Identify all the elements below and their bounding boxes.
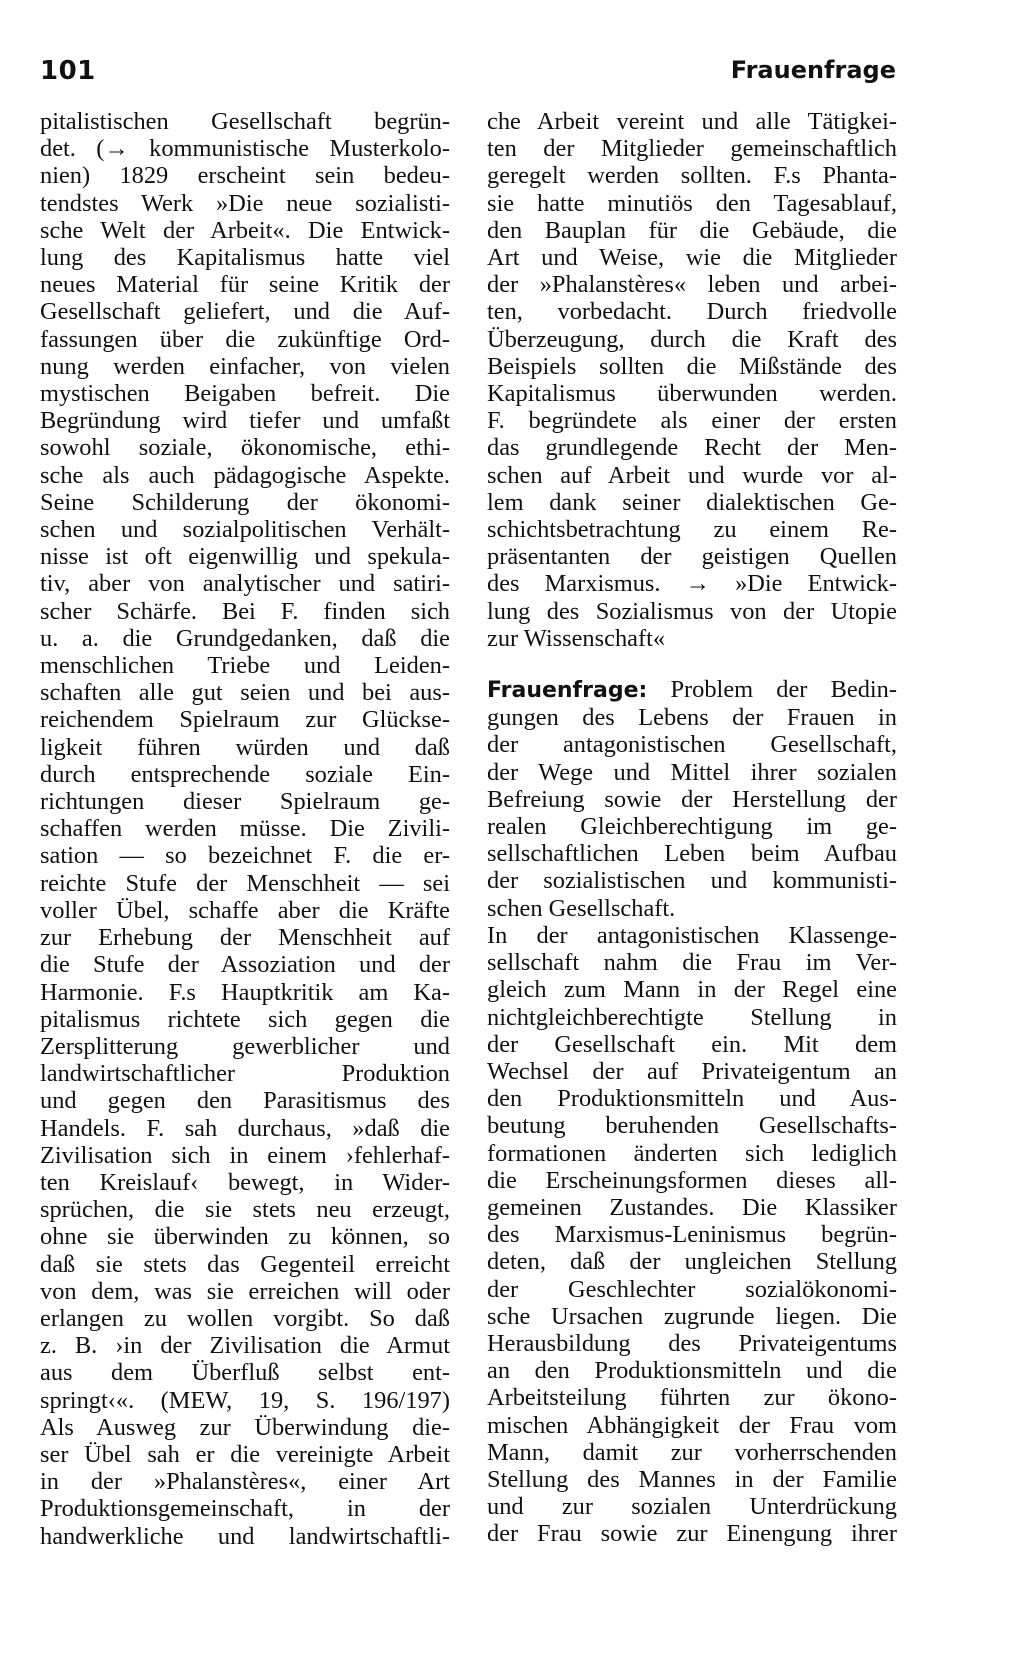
- text-line: scher Schärfe. Bei F. finden sich: [40, 597, 450, 625]
- text-line: Überzeugung, durch die Kraft des: [487, 325, 897, 353]
- text-line: sellschaft nahm die Frau im Ver-: [487, 949, 897, 977]
- text-line: mystischen Beigaben befreit. Die: [40, 380, 450, 408]
- text-line: u. a. die Grundgedanken, daß die: [40, 624, 450, 652]
- text-line: deten, daß der ungleichen Stellung: [487, 1248, 897, 1276]
- text-line: sation — so bezeichnet F. die er-: [40, 842, 450, 870]
- text-line: und zur sozialen Unterdrückung: [487, 1493, 897, 1521]
- text-line: von dem, was sie erreichen will oder: [40, 1277, 450, 1305]
- text-line: der sozialistischen und kommunisti-: [487, 867, 897, 895]
- text-line: der »Phalanstères« leben und arbei-: [487, 271, 897, 299]
- text-line: erlangen zu wollen vorgibt. So daß: [40, 1304, 450, 1332]
- text-line: reichte Stufe der Menschheit — sei: [40, 869, 450, 897]
- text-line: ten Kreislauf‹ bewegt, in Wider-: [40, 1168, 450, 1196]
- text-line: F. begründete als einer der ersten: [487, 407, 897, 435]
- text-line: der Geschlechter sozialökonomi-: [487, 1275, 897, 1303]
- text-line: sche als auch pädagogische Aspekte.: [40, 461, 450, 489]
- frauenfrage-entry: [487, 676, 897, 1548]
- text-line: tendstes Werk »Die neue sozialisti-: [40, 189, 450, 217]
- text-line: das grundlegende Recht der Men-: [487, 434, 897, 462]
- text-line: zur Wissenschaft«: [487, 624, 666, 652]
- text-line: sche Welt der Arbeit«. Die Entwick-: [40, 216, 450, 244]
- text-line: beutung beruhenden Gesellschafts-: [487, 1112, 897, 1140]
- text-line: Arbeitsteilung führten zur ökono-: [487, 1384, 897, 1412]
- text-line: schaften alle gut seien und bei aus-: [40, 679, 450, 707]
- text-line: Befreiung sowie der Herstellung der: [487, 785, 897, 813]
- text-line: che Arbeit vereint und alle Tätigkei-: [487, 108, 897, 135]
- text-line: schen und sozialpolitischen Verhält-: [40, 516, 450, 544]
- fourier-entry-continuation: [487, 108, 897, 652]
- text-line: aus dem Überfluß selbst ent-: [40, 1359, 450, 1387]
- text-line: des Marxismus. → »Die Entwick-: [487, 570, 897, 598]
- text-line: Zivilisation sich in einem ›fehlerhaf-: [40, 1141, 450, 1169]
- text-line: fassungen über die zukünftige Ord-: [40, 325, 450, 353]
- text-line: ten, vorbedacht. Durch friedvolle: [487, 298, 897, 326]
- text-line: Gesellschaft geliefert, und die Auf-: [40, 298, 450, 326]
- text-line: Begründung wird tiefer und umfaßt: [40, 407, 450, 435]
- text-line: z. B. ›in der Zivilisation die Armut: [40, 1332, 450, 1360]
- text-line: der Gesellschaft ein. Mit dem: [487, 1030, 897, 1058]
- text-line: Stellung des Mannes in der Familie: [487, 1465, 897, 1493]
- entry-separator: [487, 652, 897, 676]
- text-line: in der »Phalanstères«, einer Art: [40, 1468, 450, 1496]
- page-number: 101: [40, 56, 96, 86]
- text-line: schichtsbetrachtung zu einem Re-: [487, 516, 897, 544]
- text-line: Herausbildung des Privateigentums: [487, 1329, 897, 1357]
- text-line: Zersplitterung gewerblicher und: [40, 1032, 450, 1060]
- text-line: lung des Sozialismus von der Utopie: [487, 597, 897, 625]
- text-line: ser Übel sah er die vereinigte Arbeit: [40, 1440, 450, 1468]
- text-line: zur Erhebung der Menschheit auf: [40, 924, 450, 952]
- text-line: durch entsprechende soziale Ein-: [40, 760, 450, 788]
- text-line: pitalistischen Gesellschaft begrün-: [40, 108, 450, 135]
- text-line: sie hatte minutiös den Tagesablauf,: [487, 189, 897, 217]
- text-line: formationen änderten sich lediglich: [487, 1139, 897, 1167]
- text-line: Produktionsgemeinschaft, in der: [40, 1495, 450, 1523]
- text-line: daß sie stets das Gegenteil erreicht: [40, 1250, 450, 1278]
- text-line: schen Gesellschaft.: [487, 894, 676, 922]
- text-line: Handels. F. sah durchaus, »daß die: [40, 1114, 450, 1142]
- text-line: der Frau sowie zur Einengung ihrer: [487, 1520, 897, 1548]
- text-line: und gegen den Parasitismus des: [40, 1087, 450, 1115]
- text-line: det. (→ kommunistische Musterkolo-: [40, 135, 450, 163]
- text-line: gungen des Lebens der Frauen in: [487, 704, 897, 732]
- text-line: lem dank seiner dialektischen Ge-: [487, 488, 897, 516]
- text-line: Kapitalismus überwunden werden.: [487, 380, 897, 408]
- text-line: Harmonie. F.s Hauptkritik am Ka-: [40, 978, 450, 1006]
- text-line: des Marxismus-Leninismus begrün-: [487, 1221, 897, 1249]
- text-line: Art und Weise, wie die Mitglieder: [487, 244, 897, 272]
- text-line: ohne sie überwinden zu können, so: [40, 1223, 450, 1251]
- text-line: lung des Kapitalismus hatte viel: [40, 244, 450, 272]
- text-line: springt‹«. (MEW, 19, S. 196/197): [40, 1386, 450, 1414]
- entry-first-line-text: Problem der Bedin-: [647, 676, 897, 704]
- right-column: [487, 108, 897, 1548]
- text-line: nung werden einfacher, von vielen: [40, 352, 450, 380]
- text-line: pitalismus richtete sich gegen die: [40, 1005, 450, 1033]
- text-line: die Erscheinungsformen dieses all-: [487, 1166, 897, 1194]
- text-line: sowohl soziale, ökonomische, ethi-: [40, 434, 450, 462]
- text-line: Wechsel der auf Privateigentum an: [487, 1057, 897, 1085]
- text-line: menschlichen Triebe und Leiden-: [40, 652, 450, 680]
- text-line: schen auf Arbeit und wurde vor al-: [487, 461, 897, 489]
- text-line: sche Ursachen zugrunde liegen. Die: [487, 1302, 897, 1330]
- text-line: Mann, damit zur vorherrschenden: [487, 1438, 897, 1466]
- text-line: realen Gleichberechtigung im ge-: [487, 813, 897, 841]
- text-line: der antagonistischen Gesellschaft,: [487, 731, 897, 759]
- text-line: der Wege und Mittel ihrer sozialen: [487, 758, 897, 786]
- text-line: sellschaftlichen Leben beim Aufbau: [487, 840, 897, 868]
- text-line: handwerkliche und landwirtschaftli-: [40, 1522, 450, 1550]
- text-line: neues Material für seine Kritik der: [40, 271, 450, 299]
- entry-first-line: [487, 676, 897, 704]
- text-line: gemeinen Zustandes. Die Klassiker: [487, 1193, 897, 1221]
- text-line: reichendem Spielraum zur Glückse-: [40, 706, 450, 734]
- text-line: In der antagonistischen Klassenge-: [487, 921, 897, 949]
- text-line: voller Übel, schaffe aber die Kräfte: [40, 896, 450, 924]
- text-line: geregelt werden sollten. F.s Phanta-: [487, 162, 897, 190]
- text-line: nien) 1829 erscheint sein bedeu-: [40, 162, 450, 190]
- left-column: [40, 108, 450, 1550]
- text-line: nichtgleichberechtigte Stellung in: [487, 1003, 897, 1031]
- running-head: Frauenfrage: [730, 56, 896, 84]
- text-line: tiv, aber von analytischer und satiri-: [40, 570, 450, 598]
- text-line: Seine Schilderung der ökonomi-: [40, 488, 450, 516]
- text-line: Als Ausweg zur Überwindung die-: [40, 1413, 450, 1441]
- text-line: den Produktionsmitteln und Aus-: [487, 1085, 897, 1113]
- entry-keyword: Frauenfrage:: [487, 678, 648, 704]
- text-line: ligkeit führen würden und daß: [40, 733, 450, 761]
- text-line: richtungen dieser Spielraum ge-: [40, 788, 450, 816]
- text-line: Beispiels sollten die Mißstände des: [487, 352, 897, 380]
- text-line: landwirtschaftlicher Produktion: [40, 1060, 450, 1088]
- text-line: an den Produktionsmitteln und die: [487, 1357, 897, 1385]
- text-line: gleich zum Mann in der Regel eine: [487, 976, 897, 1004]
- text-line: ten der Mitglieder gemeinschaftlich: [487, 135, 897, 163]
- text-line: sprüchen, die sie stets neu erzeugt,: [40, 1196, 450, 1224]
- text-line: die Stufe der Assoziation und der: [40, 951, 450, 979]
- text-line: mischen Abhängigkeit der Frau vom: [487, 1411, 897, 1439]
- text-line: präsentanten der geistigen Quellen: [487, 543, 897, 571]
- text-line: schaffen werden müsse. Die Zivili-: [40, 815, 450, 843]
- text-line: nisse ist oft eigenwillig und spekula-: [40, 543, 450, 571]
- text-line: den Bauplan für die Gebäude, die: [487, 216, 897, 244]
